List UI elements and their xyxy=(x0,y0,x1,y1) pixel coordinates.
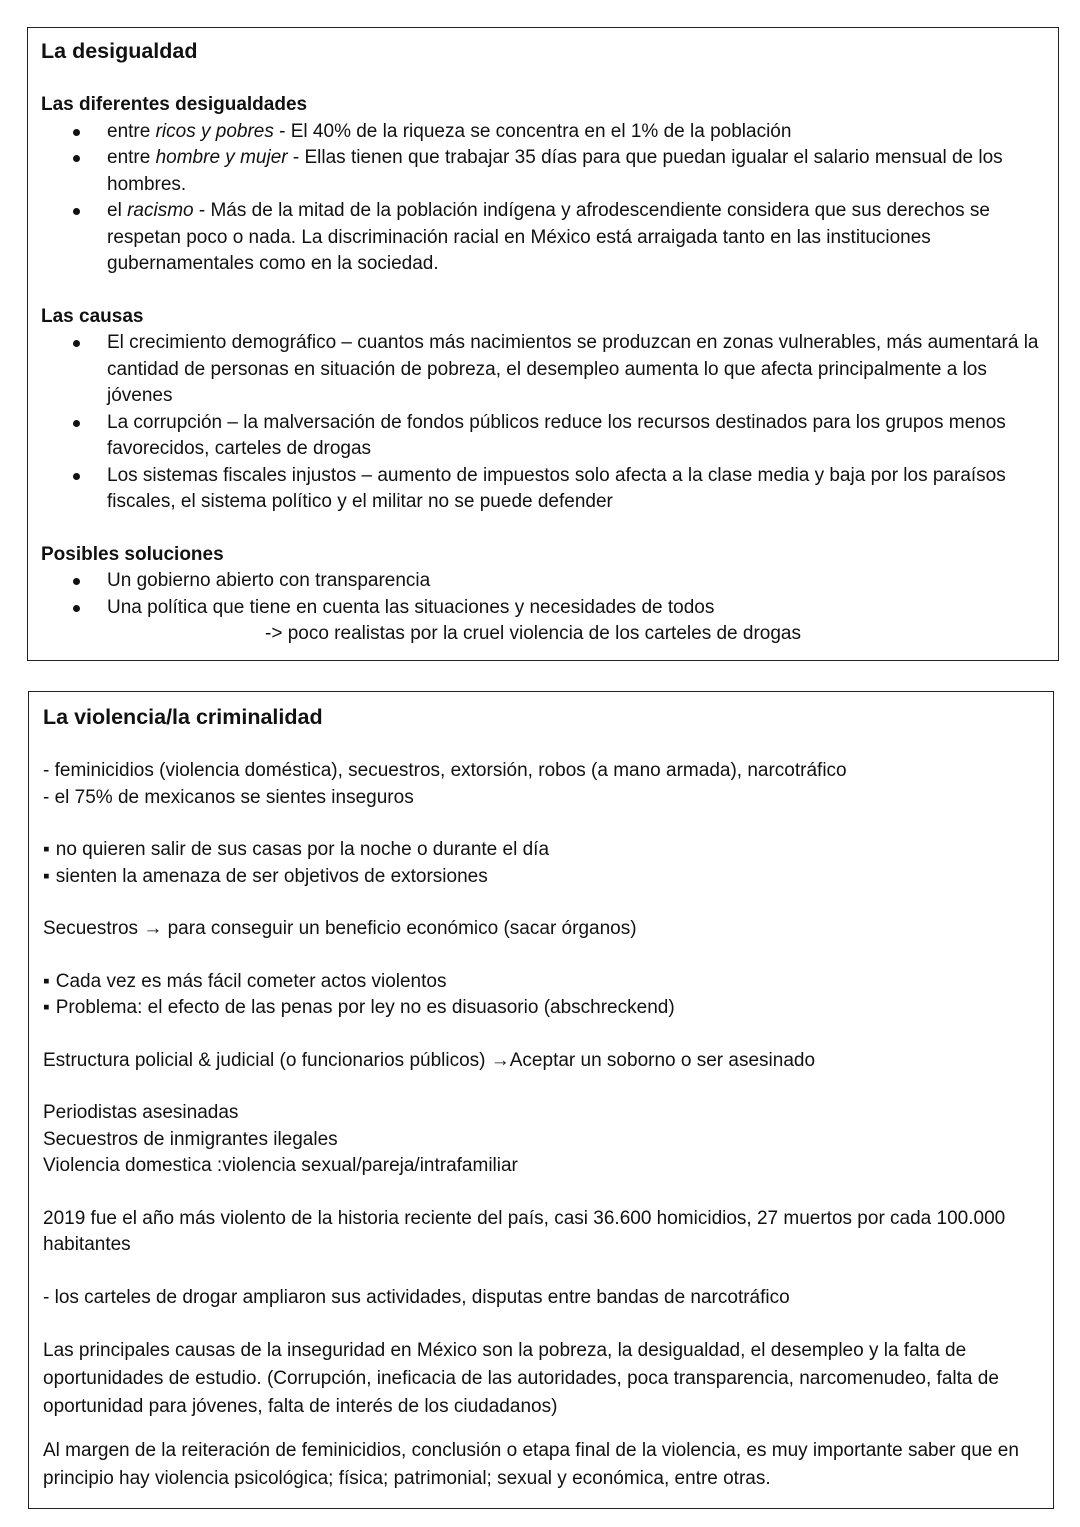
list-item xyxy=(41,198,1046,278)
square-bullet-line: ▪ Cada vez es más fácil cometer actos violentos xyxy=(43,969,1041,996)
dash-line: - feminicidios (violencia doméstica), secuestros, extorsión, robos (a mano armada), narcotráfico xyxy=(43,760,847,781)
inmigrantes-line: Secuestros de inmigrantes ilegales xyxy=(43,1128,338,1150)
soluciones-list xyxy=(41,568,1046,621)
list-item: Un gobierno abierto con transparencia xyxy=(41,568,1046,595)
square-bullet-line: ▪ no quieren salir de sus casas por la noche o durante el día xyxy=(43,837,1041,864)
desigualdades-list xyxy=(41,119,1046,278)
periodistas-line: Periodistas asesinadas xyxy=(43,1102,239,1123)
list-item: El crecimiento demográfico – cuantos más nacimientos se produzcan en zonas vulnerables, más aumentará la cantidad de personas en situación de pobreza, el desempleo aumenta lo que afecta principalmente a los jóvenes xyxy=(41,330,1046,410)
item-text: entre xyxy=(107,147,156,168)
item-emphasis: ricos y pobres xyxy=(155,120,274,142)
square-bullet-line: ▪ Problema: el efecto de las penas por ley no es disuasorio (abschreckend) xyxy=(43,995,1041,1022)
margen-paragraph: Al margen de la reiteración de feminicidios, conclusión o etapa final de la violencia, es muy importante saber que en principio hay violencia psicológica; física; patrimonial; sexual y económica, entre otras. xyxy=(43,1440,1019,1489)
causas-paragraph: Las principales causas de la inseguridad en México son la pobreza, la desigualdad, el desempleo y la falta de oportunidades de estudio. (Corrupción, ineficacia de las autoridades, poca transparencia, narcomenudeo, falta de oportunidad para jóvenes, falta de interés de los ciudadanos) xyxy=(43,1340,999,1417)
violencia-section xyxy=(28,691,1054,1509)
item-emphasis: racismo xyxy=(127,200,194,221)
causas-heading: Las causas xyxy=(41,305,144,327)
list-item: Los sistemas fiscales injustos – aumento de impuestos solo afecta a la clase media y baja por los paraísos fiscales, el sistema político y el militar no se puede defender xyxy=(41,463,1046,516)
secuestros-line: Secuestros → para conseguir un beneficio económico (sacar órganos) xyxy=(43,918,637,939)
estructura-line: Estructura policial & judicial (o funcionarios públicos) →Aceptar un soborno o ser asesinado xyxy=(43,1049,816,1071)
section-title: La violencia/la criminalidad xyxy=(43,705,323,729)
list-item: La corrupción – la malversación de fondos públicos reduce los recursos destinados para los grupos menos favorecidos, carteles de drogas xyxy=(41,410,1046,463)
list-item xyxy=(41,145,1046,198)
item-text: el xyxy=(107,200,128,221)
soluciones-heading: Posibles soluciones xyxy=(41,543,224,565)
domestica-line: Violencia domestica :violencia sexual/pareja/intrafamiliar xyxy=(43,1155,518,1176)
soluciones-note: -> poco realistas por la cruel violencia de los carteles de drogas xyxy=(265,623,801,644)
item-emphasis: hombre y mujer xyxy=(155,147,288,168)
item-text: - El 40% de la riqueza se concentra en el 1% de la población xyxy=(273,120,792,142)
carteles-line: - los carteles de drogar ampliaron sus actividades, disputas entre bandas de narcotráfico xyxy=(43,1286,790,1308)
section-title: La desigualdad xyxy=(41,39,198,63)
list-item xyxy=(41,119,1046,146)
causas-list xyxy=(41,330,1046,516)
anio-2019-paragraph: 2019 fue el año más violento de la historia reciente del país, casi 36.600 homicidios, 27 muertos por cada 100.000 habitantes xyxy=(43,1207,1006,1255)
list-item: Una política que tiene en cuenta las situaciones y necesidades de todos xyxy=(41,595,1046,622)
square-bullet-line: ▪ sienten la amenaza de ser objetivos de extorsiones xyxy=(43,864,1041,891)
item-text: entre xyxy=(107,120,156,142)
dash-line: - el 75% de mexicanos se sientes inseguros xyxy=(43,786,414,808)
desigualdades-heading: Las diferentes desigualdades xyxy=(41,94,308,115)
desigualdad-section xyxy=(27,27,1059,661)
item-text: - Ellas tienen que trabajar 35 días para que puedan igualar el salario mensual de los hombres. xyxy=(107,147,1003,195)
item-text: - Más de la mitad de la población indígena y afrodescendiente considera que sus derechos se respetan poco o nada. La discriminación racial en México está arraigada tanto en las instituciones gubernamentales como en la sociedad. xyxy=(107,200,990,274)
